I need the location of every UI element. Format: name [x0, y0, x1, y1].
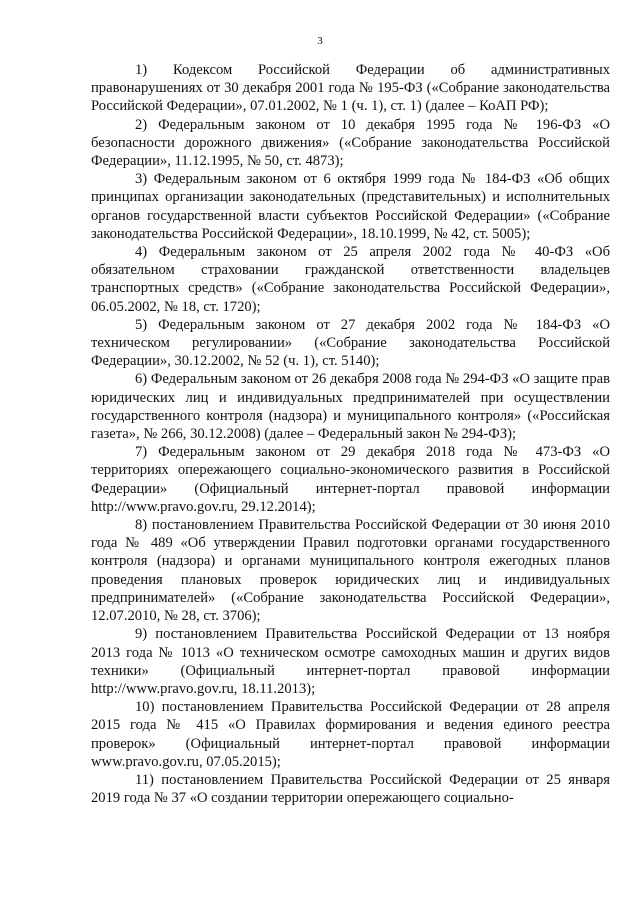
list-item-4: 4) Федеральным законом от 25 апреля 2002 года № 40-ФЗ «Об обязательном страховании гражданской ответственности владельцев транспортных средств» («Собрание законодательства Российской Федерации», 06.05.2002, № 18, ст. 1720);	[91, 244, 610, 315]
list-item-1: 1) Кодексом Российской Федерации об административных правонарушениях от 30 декабря 2001 года № 195-ФЗ («Собрание законодательства Российской Федерации», 07.01.2002, № 1 (ч. 1), ст. 1) (далее – КоАП РФ);	[91, 62, 610, 115]
list-item-11: 11) постановлением Правительства Российской Федерации от 25 января 2019 года № 37 «О создании территории опережающего социально-	[91, 771, 610, 807]
list-item-8: 8) постановлением Правительства Российской Федерации от 30 июня 2010 года № 489 «Об утверждении Правил подготовки органами государственного контроля (надзора) и органами муниципального контроля ежегодных планов проведения плановых проверок юридических лиц и индивидуальных предпринимателей» («Собрание законодательства Российской Федерации», 12.07.2010, № 28, ст. 3706);	[91, 517, 610, 625]
page-number: 3	[317, 35, 323, 47]
list-item-7: 7) Федеральным законом от 29 декабря 2018 года № 473-ФЗ «О территориях опережающего социально-экономического развития в Российской Федерации» (Официальный интернет-портал правовой информации http://www.pravo.gov.ru, 29.12.2014);	[91, 444, 610, 515]
document-body	[91, 61, 610, 807]
list-item-3: 3) Федеральным законом от 6 октября 1999 года № 184-ФЗ «Об общих принципах организации законодательных (представительных) и исполнительных органов государственной власти субъектов Российской Федерации» («Собрание законодательства Российской Федерации», 18.10.1999, № 42, ст. 5005);	[91, 171, 610, 242]
list-item-9: 9) постановлением Правительства Российской Федерации от 13 ноября 2013 года № 1013 «О техническом осмотре самоходных машин и других видов техники» (Официальный интернет-портал правовой информации http://www.pravo.gov.ru, 18.11.2013);	[91, 626, 610, 697]
list-item-6: 6) Федеральным законом от 26 декабря 2008 года № 294-ФЗ «О защите прав юридических лиц и индивидуальных предпринимателей при осуществлении государственного контроля (надзора) и муниципального контроля» («Российская газета», № 266, 30.12.2008) (далее – Федеральный закон № 294-ФЗ);	[91, 371, 610, 443]
list-item-5: 5) Федеральным законом от 27 декабря 2002 года № 184-ФЗ «О техническом регулировании» («Собрание законодательства Российской Федерации», 30.12.2002, № 52 (ч. 1), ст. 5140);	[91, 316, 610, 370]
list-item-2: 2) Федеральным законом от 10 декабря 1995 года № 196-ФЗ «О безопасности дорожного движения» («Собрание законодательства Российской Федерации», 11.12.1995, № 50, ст. 4873);	[91, 116, 610, 170]
list-item-10: 10) постановлением Правительства Российской Федерации от 28 апреля 2015 года № 415 «О Правилах формирования и ведения единого реестра проверок» (Официальный интернет-портал правовой информации www.pravo.gov.ru, 07.05.2015);	[91, 699, 610, 770]
